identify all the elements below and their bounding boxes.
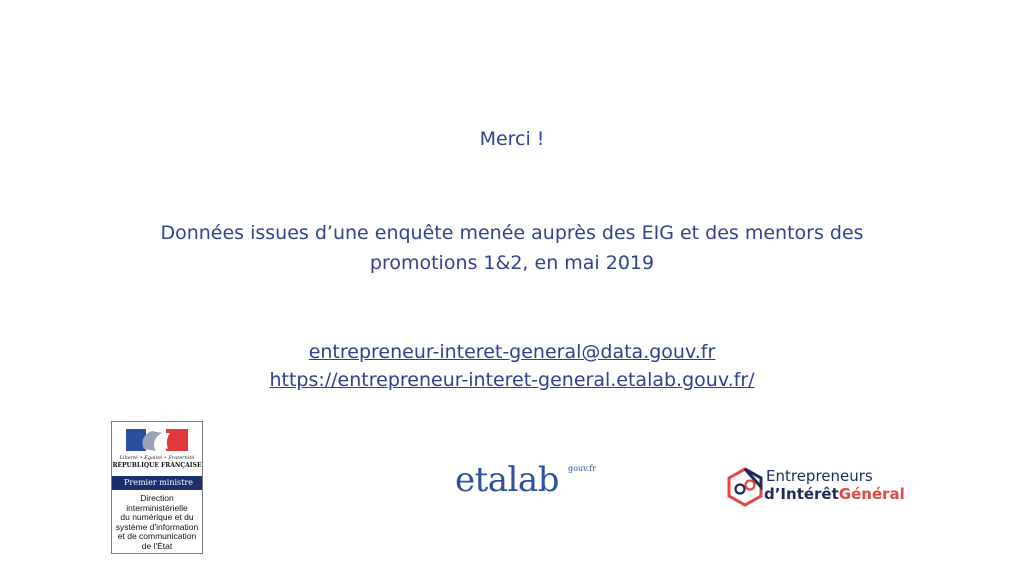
pm-band: Premier ministre <box>112 476 202 490</box>
pm-republique: RÉPUBLIQUE FRANÇAISE <box>112 462 202 469</box>
pm-dept-line: système d'information <box>115 521 199 532</box>
etalab-suffix: gouv.fr <box>568 464 596 473</box>
source-line-1: Données issues d’une enquête menée auprès des EIG et des mentors des <box>160 222 864 244</box>
pm-dept-line: du numérique et du <box>120 512 194 522</box>
eig-line-1: Entrepreneurs <box>766 467 873 485</box>
pm-dept-line: de l'État <box>141 540 173 551</box>
premier-ministre-logo <box>111 421 203 554</box>
eig-line-2b: Général <box>838 485 905 503</box>
source-text <box>112 218 912 278</box>
pm-motto: Liberté • Égalité • Fraternité <box>119 455 195 461</box>
eig-line-2a: d’Intérêt <box>764 485 839 503</box>
pm-dept-line: et de communication <box>117 531 197 541</box>
eig-line-2 <box>764 485 905 503</box>
hexagon-icon <box>726 465 764 509</box>
contact-links <box>0 338 1024 394</box>
eig-logo <box>726 463 916 511</box>
thanks-heading: Merci ! <box>479 128 545 150</box>
etalab-logo <box>455 460 596 510</box>
website-link[interactable]: https://entrepreneur-interet-general.etalab.gouv.fr/ <box>269 369 755 391</box>
pm-dept-line: interministérielle <box>126 502 188 513</box>
email-link[interactable]: entrepreneur-interet-general@data.gouv.fr <box>308 341 716 363</box>
source-line-2: promotions 1&2, en mai 2019 <box>369 252 655 274</box>
marianne-icon <box>122 427 192 455</box>
pm-department <box>112 494 202 551</box>
pm-dept-line: Direction <box>140 493 174 503</box>
etalab-wordmark: etalab <box>455 460 559 500</box>
